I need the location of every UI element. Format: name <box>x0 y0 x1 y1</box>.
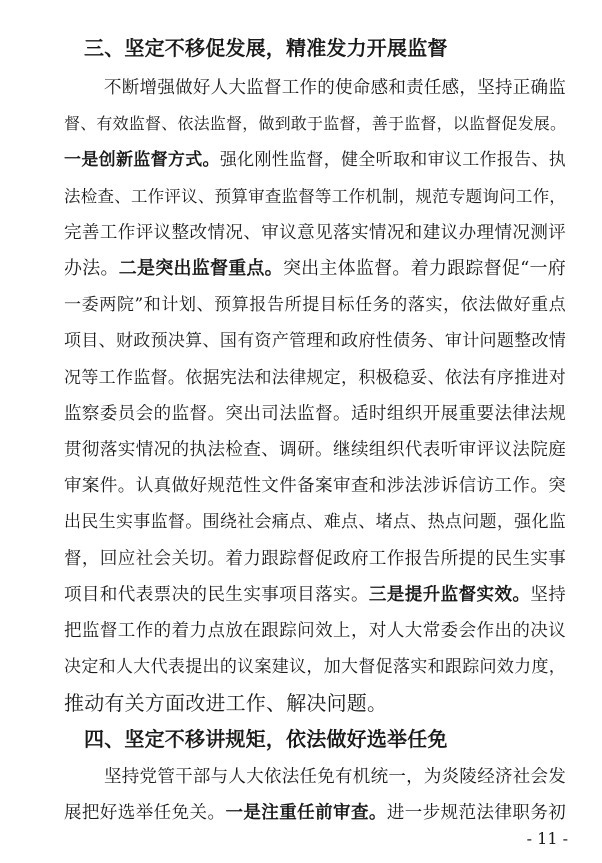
section-three-line-16: 把监督工作的着力点放在跟踪问效上，对人大常委会作出的决议 <box>64 621 566 641</box>
section-four-line-2 <box>64 798 566 828</box>
section-three-line-15 <box>64 580 566 610</box>
line-6-start: 办法。 <box>64 258 119 279</box>
section-three-line-7: 一委两院”和计划、预算报告所提目标任务的落实，依法做好重点 <box>64 295 566 315</box>
section-three-line-14: 督，回应社会关切。着力跟踪督促政府工作报告所提的民生实事 <box>64 549 566 569</box>
section-three-line-1: 不断增强做好人大监督工作的使命感和责任感，坚持正确监 <box>104 78 566 98</box>
section-three-heading: 三、坚定不移促发展，精准发力开展监督 <box>84 36 448 60</box>
s4-point-one-label: 一是注重任前审查。 <box>225 803 387 823</box>
point-one-label: 一是创新监督方式。 <box>64 150 220 170</box>
point-one-text: 强化刚性监督，健全听取和审议工作报告、执 <box>219 150 566 170</box>
section-three-line-4: 法检查、工作评议、预算审查监督等工作机制，规范专题询问工作， <box>64 187 566 206</box>
section-four-heading: 四、坚定不移讲规矩，依法做好选举任免 <box>84 727 448 751</box>
line-15-start: 项目和代表票决的民生实事项目落实。 <box>64 585 369 605</box>
page-number: - 11 - <box>526 829 568 848</box>
section-three-line-13: 出民生实事监督。围绕社会痛点、难点、堵点、热点问题，强化监 <box>64 512 566 532</box>
line-s4-2-start: 展把好选举任免关。 <box>64 803 226 823</box>
point-two-text: 突出主体监督。着力跟踪督促“一府 <box>282 258 566 279</box>
section-three-line-11: 贯彻落实情况的执法检查、调研。继续组织代表听审评议法院庭 <box>64 440 566 460</box>
section-three-line-10: 监察委员会的监督。突出司法监督。适时组织开展重要法律法规 <box>64 404 566 424</box>
point-two-label: 二是突出监督重点。 <box>118 258 283 279</box>
section-three-line-18: 推动有关方面改进工作、解决问题。 <box>64 691 388 715</box>
section-three-line-5: 完善工作评议整改情况、审议意见落实情况和建议办理情况测评 <box>64 223 566 243</box>
point-three-text: 坚持 <box>530 585 566 605</box>
section-three-line-6 <box>64 254 566 284</box>
section-three-line-2: 督、有效监督、依法监督，做到敢于监督，善于监督，以监督促发展。 <box>64 114 567 133</box>
section-three-line-8: 项目、财政预决算、国有资产管理和政府性债务、审计问题整改情 <box>64 331 566 351</box>
section-three-line-17: 决定和人大代表提出的议案建议，加大督促落实和跟踪问效力度， <box>64 657 566 677</box>
section-three-line-9: 况等工作监督。依据宪法和法律规定，积极稳妥、依法有序推进对 <box>64 368 566 388</box>
section-four-line-1: 坚持党管干部与人大依法任免有机统一，为炎陵经济社会发 <box>104 767 566 787</box>
section-three-line-12: 审案件。认真做好规范性文件备案审查和涉法涉诉信访工作。突 <box>64 476 566 496</box>
s4-point-one-text: 进一步规范法律职务初 <box>386 803 566 823</box>
point-three-label: 三是提升监督实效。 <box>368 585 531 605</box>
section-three-line-3 <box>64 145 566 175</box>
